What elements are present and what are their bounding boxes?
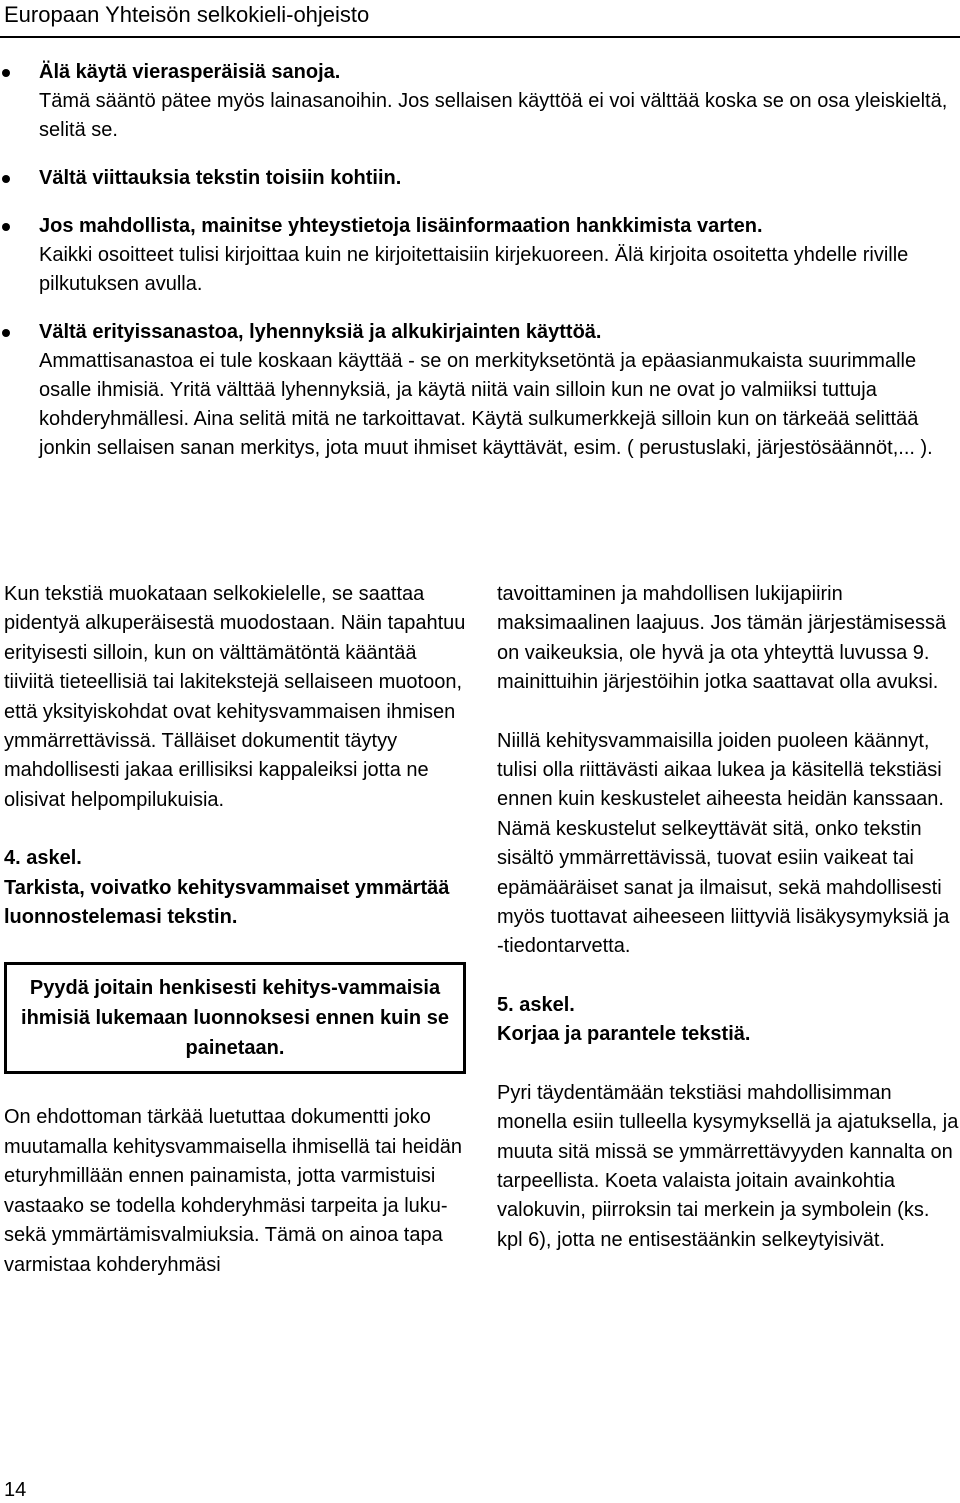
step-heading [497, 991, 959, 1050]
step-number: 4. askel. [4, 847, 82, 870]
paragraph: Pyri täydentämään tekstiäsi mahdollisimman monella esiin tulleella kysymyksellä ja ajatuksella, ja muuta sitä missä se ymmärrettävyyden kannalta on tarpeellista. Koeta valaista joitain avainkohtia valokuvin, piirroksin tai merkein ja symbolein (ks. kpl 6), jotta ne entisestäänkin selkeytyisivät. [497, 1081, 959, 1251]
right-column [497, 580, 959, 1255]
highlight-box: Pyydä joitain henkisesti kehitys-vammaisia ihmisiä lukemaan luonnoksesi ennen kuin se painetaan. [4, 962, 466, 1074]
running-header: Europaan Yhteisön selkokieli-ohjeisto [4, 2, 370, 27]
list-item-text: Kaikki osoitteet tulisi kirjoittaa kuin ne kirjoitettaisiin kirjekuoreen. Älä kirjoita osoitetta yhdelle riville pilkutuksen avulla. [39, 244, 909, 295]
paragraph: Niillä kehitysvammaisilla joiden puoleen käännyt, tulisi olla riittävästi aikaa lukea ja käsitellä tekstiäsi ennen kuin keskustelet aiheesta heidän kanssaan. Nämä keskustelut selkeyttävät sitä, onko tekstin sisältö ymmärrettävissä, tuovat esiin vaikeat tai epämääräiset sanat ja ilmaisut, sekä mahdollisesti myös tuottavat aiheeseen liittyviä lisäkysymyksiä ja -tiedontarvetta. [497, 729, 950, 958]
guideline-list [0, 58, 960, 482]
bullet-icon [2, 69, 10, 77]
list-item-text: Tämä sääntö pätee myös lainasanoihin. Jos sellaisen käyttöä ei voi välttää koska se on osa yleiskieltä, selitä se. [39, 90, 948, 141]
list-item-title: Vältä erityissanastoa, lyhennyksiä ja alkukirjainten käyttöä. [39, 321, 602, 343]
step-title: Korjaa ja parantele tekstiä. [497, 1023, 751, 1046]
step-heading [4, 844, 466, 932]
spacer [497, 1050, 959, 1079]
list-item-title: Vältä viittauksia tekstin toisiin kohtiin. [39, 167, 402, 189]
spacer [4, 1074, 466, 1103]
bullet-icon [2, 175, 10, 183]
header-rule [0, 36, 960, 38]
step-number: 5. askel. [497, 993, 575, 1016]
list-item [0, 58, 960, 145]
bullet-icon [2, 329, 10, 337]
left-column [4, 580, 466, 1280]
spacer [497, 698, 959, 727]
step-title: Tarkista, voivatko kehitysvammaiset ymmärtää luonnostelemasi tekstin. [4, 876, 450, 929]
list-item [0, 212, 960, 299]
bullet-icon [2, 223, 10, 231]
list-item [0, 318, 960, 463]
list-item [0, 164, 960, 193]
list-item-title: Älä käytä vierasperäisiä sanoja. [39, 61, 341, 83]
list-item-text: Ammattisanastoa ei tule koskaan käyttää - se on merkityksetöntä ja epäasianmukaista suurimmalle osalle ihmisiä. Yritä välttää lyhennyksiä, ja käytä niitä vain silloin kun ne ovat jo valmiiksi tuttuja kohderyhmällesi. Aina selitä mitä ne tarkoittavat. Käytä sulkumerkkejä silloin kun on tärkeää selittää jonkin sellaisen sanan merkitys, jota muut ihmiset käyttävät, esim. ( perustuslaki, järjestösäännöt,... ). [39, 350, 933, 459]
paragraph: tavoittaminen ja mahdollisen lukijapiirin maksimaalinen laajuus. Jos tämän järjestämisessä on vaikeuksia, ole hyvä ja ota yhteyttä luvussa 9. mainittuihin järjestöihin jotka saattavat olla avuksi. [497, 583, 947, 694]
paragraph: Kun tekstiä muokataan selkokielelle, se saattaa pidentyä alkuperäisestä muodostaan. Näin tapahtuu erityisesti silloin, kun on välttämätöntä kääntää tiiviitä tieteellisiä tai lakitekstejä sellaiseen muotoon, että yksityiskohdat ovat kehitysvammaisen ihmisen ymmärrettävissä. Tälläiset dokumentit täytyy mahdollisesti jakaa erillisiksi kappaleiksi jotta ne olisivat helpompilukuisia. [4, 583, 466, 811]
list-item-title: Jos mahdollista, mainitse yhteystietoja lisäinformaation hankkimista varten. [39, 215, 763, 237]
page-number: 14 [4, 1479, 27, 1501]
paragraph: On ehdottoman tärkää luetuttaa dokumentti joko muutamalla kehitysvammaisella ihmisellä tai heidän eturyhmillään ennen painamista, jotta varmistuisi vastaako se todella kohderyhmäsi tarpeita ja luku- sekä ymmärtämisvalmiuksia. Tämä on ainoa tapa varmistaa kohderyhmäsi [4, 1106, 462, 1276]
